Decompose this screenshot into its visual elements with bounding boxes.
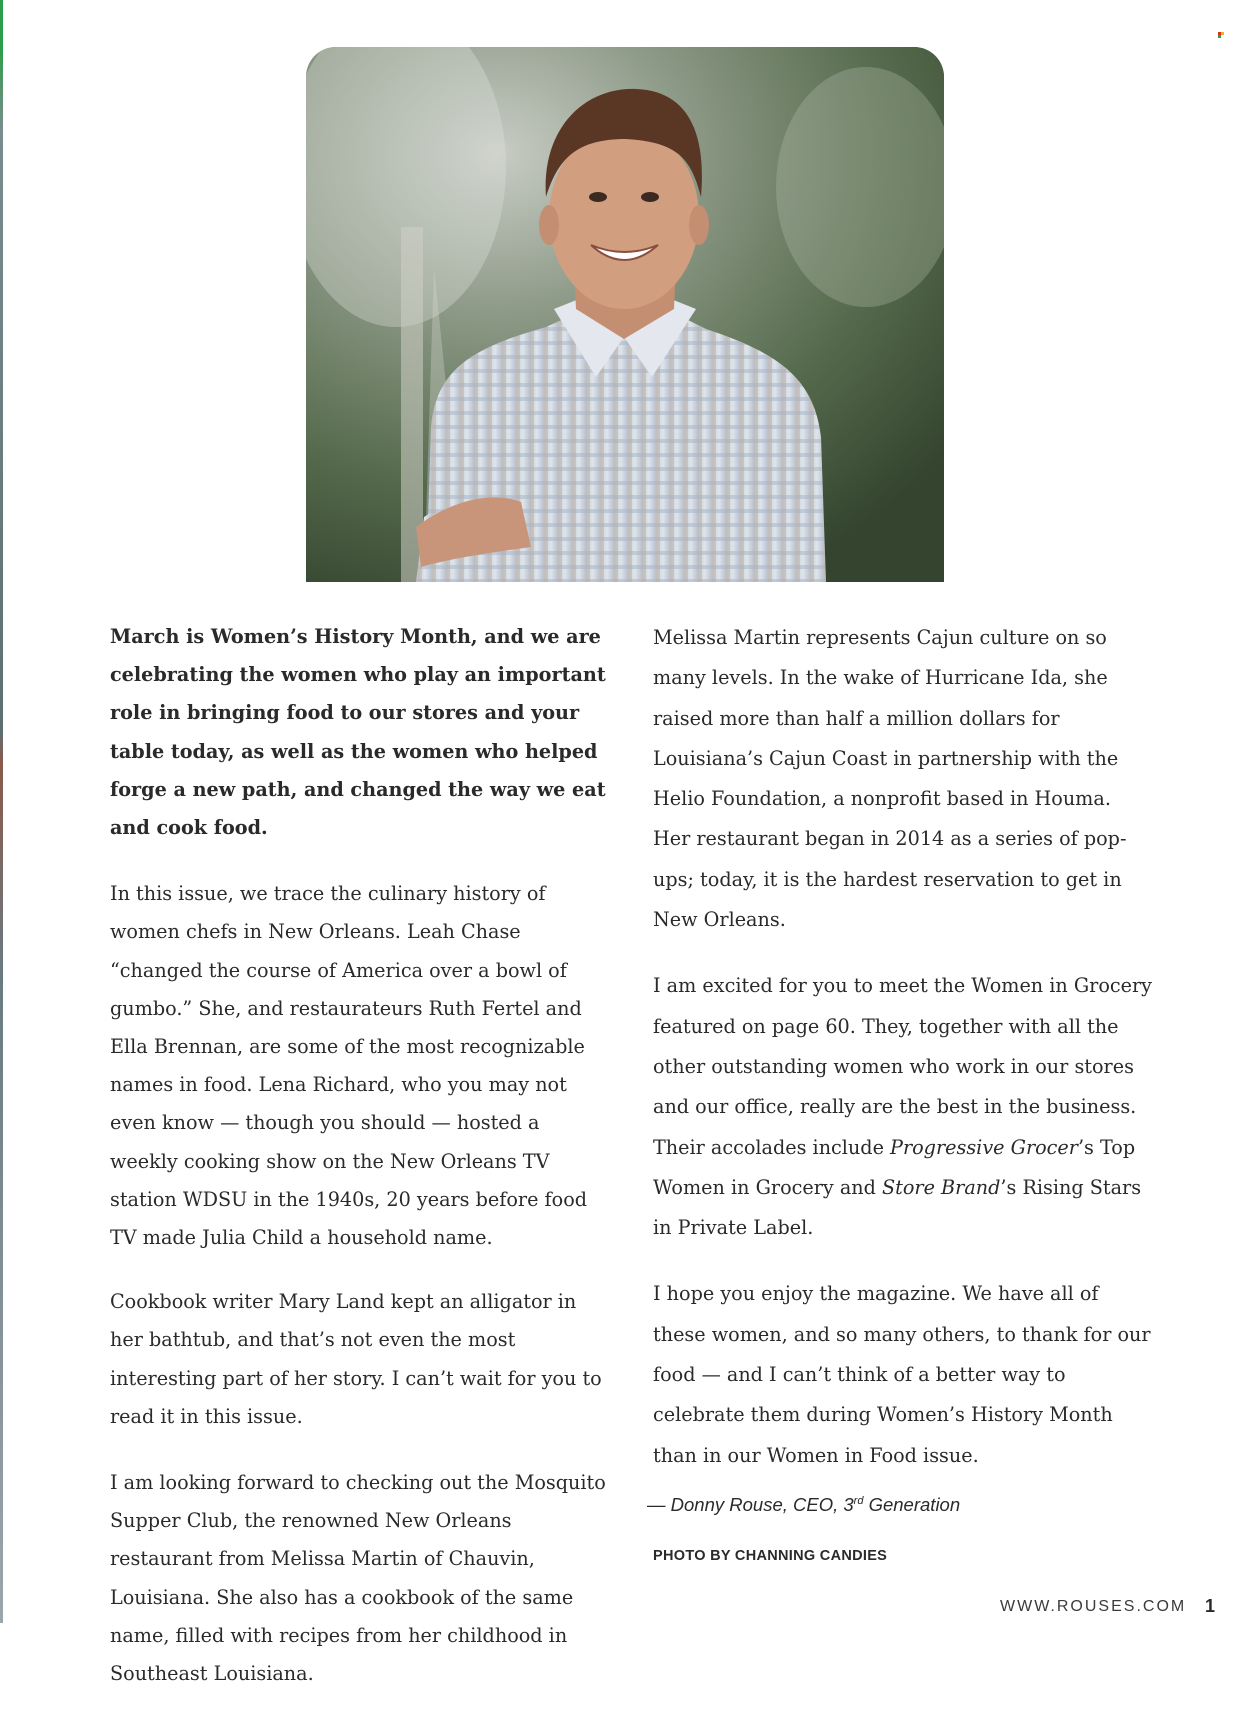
paragraph-mary-land: Cookbook writer Mary Land kept an alligator in her bathtub, and that’s not even the most interesting part of her story. I can’t wait for you to read it in this issue. — [110, 1290, 602, 1428]
left-edge-strip — [0, 0, 3, 1623]
publication-title: Store Brand — [882, 1175, 1001, 1199]
footer-website-url[interactable]: WWW.ROUSES.COM — [1000, 1598, 1187, 1615]
publication-title: Progressive Grocer — [890, 1135, 1078, 1159]
paragraph-melissa-martin: Melissa Martin represents Cajun culture on so many levels. In the wake of Hurricane Ida, she raised more than half a million dollars for Louisiana’s Cajun Coast in partnership with the Helio Foundation, a nonprofit based in Houma. Her restaurant began in 2014 as a series of pop-ups; today, it is the hardest reservation to get in New Orleans. — [653, 626, 1127, 932]
photo-credit: PHOTO BY CHANNING CANDIES — [653, 1547, 888, 1564]
text-run: ’s Rising Stars in Private Label. — [653, 1175, 1142, 1240]
left-text-column — [110, 618, 610, 1721]
text-run: ’s Top Women in Grocery and — [653, 1135, 1136, 1199]
signature-line — [647, 1494, 1153, 1516]
text-run: I am excited for you to meet the Women in Grocery featured on page 60. They, together with all the other outstanding women who work in our stores and our office, really are the best in the business. Their accolades include — [653, 974, 1153, 1159]
ceo-portrait-photo — [306, 47, 944, 582]
paragraph-culinary-history: In this issue, we trace the culinary history of women chefs in New Orleans. Leah Chase “changed the course of America over a bowl of gumbo.” She, and restaurateurs Ruth Fertel and Ella Brennan, are some of the most recognizable names in food. Lena Richard, who you may not even know — though you should — hosted a weekly cooking show on the New Orleans TV station WDSU in the 1940s, 20 years before food TV made Julia Child a household name. — [110, 882, 588, 1250]
right-text-column — [647, 618, 1153, 1564]
paragraph-women-in-grocery — [653, 966, 1153, 1248]
signature-text: — Donny Rouse, CEO, 3 — [647, 1493, 854, 1515]
paragraph-mosquito-supper-club: I am looking forward to checking out the Mosquito Supper Club, the renowned New Orleans restaurant from Melissa Martin of Chauvin, Louisiana. She also has a cookbook of the same name, filled with recipes from her childhood in Southeast Louisiana. — [110, 1471, 606, 1686]
page-number: 1 — [1205, 1596, 1216, 1616]
ordinal-suffix: rd — [853, 1494, 864, 1507]
portrait-illustration — [306, 47, 944, 582]
intro-paragraph: March is Women’s History Month, and we are celebrating the women who play an important role in bringing food to our stores and your table today, as well as the women who helped forge a new path, and changed the way we eat and cook food. — [110, 625, 606, 840]
signature-text: Generation — [863, 1493, 961, 1515]
paragraph-closing: I hope you enjoy the magazine. We have all of these women, and so many others, to thank for our food — and I can’t think of a better way to celebrate them during Women’s History Month than in our Women in Food issue. — [653, 1282, 1151, 1467]
corner-color-mark — [1218, 32, 1227, 38]
